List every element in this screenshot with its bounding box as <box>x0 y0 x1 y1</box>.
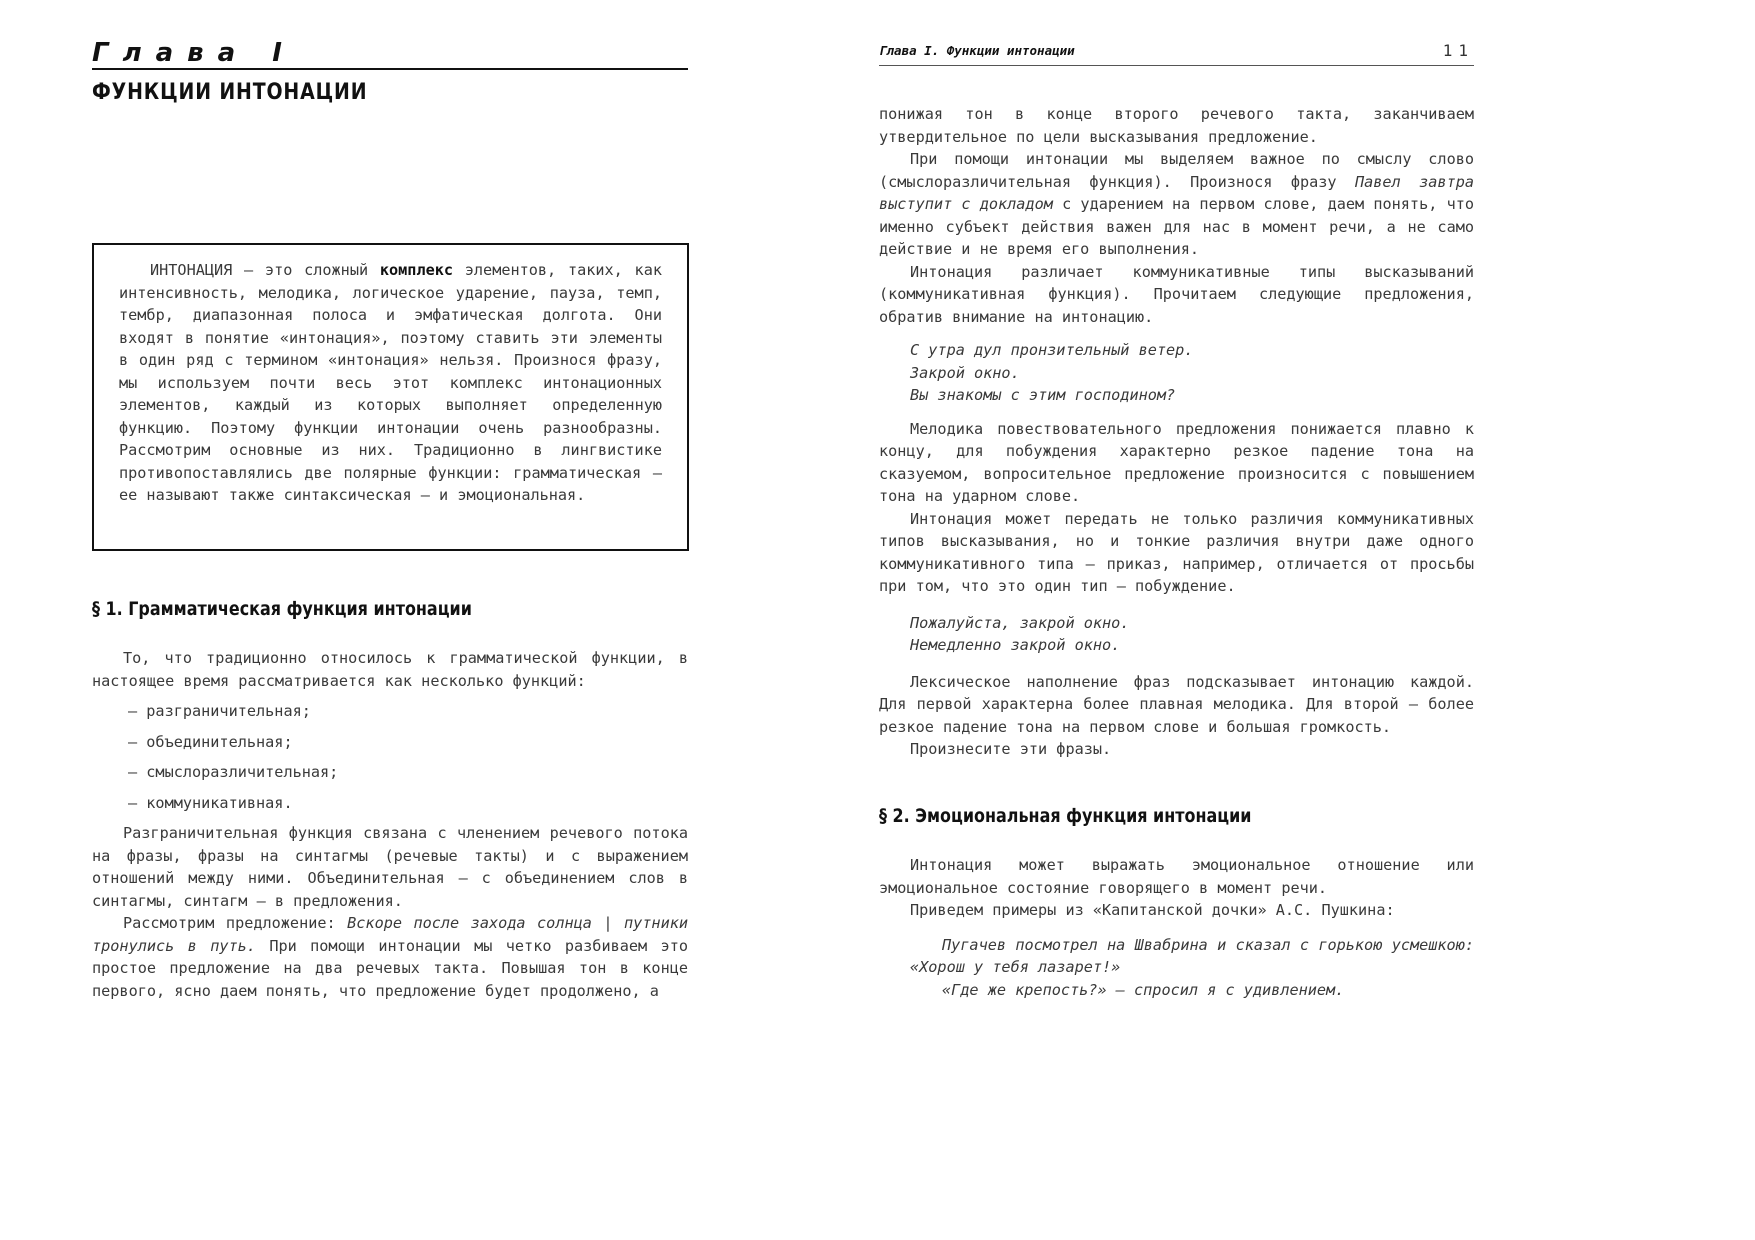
example-line: Закрой окно. <box>910 363 1020 382</box>
example-line: Немедленно закрой окно. <box>910 636 1121 654</box>
definition-body: элементов, таких, как интенсивность, мелодика, логическое ударение, пауза, темп, тембр, диапазонная полоса и эмфатическая долгота. Они входят в понятие «интонация», поэтому ставить эти элементы в один ряд с термином «интонация» нельзя. Произнося фразу, мы используем почти весь этот комплекс интонационных элементов, каждый из которых выполняет определенную функцию. Поэтому функции интонации очень разнообразны. Рассмотрим основные из них. Традиционно в лингвистике противопоставлялись две полярные функции: грамматическая — ее называют также синтаксическая — и эмоциональная. <box>119 261 662 504</box>
paragraph-communicative: Интонация различает коммуникативные типы высказываний (коммуникативная функция). Прочитаем следующие предложения, обратив внимание на интонацию. <box>879 262 1474 326</box>
section1-body <box>92 647 688 1002</box>
paragraph-sense <box>879 148 1474 261</box>
paragraph-subtle: Интонация может передать не только различия коммуникативных типов высказывания, но и тонкие различия внутри даже одного коммуникативного типа — приказ, например, отличается от просьбы при том, что это один тип — побуждение. <box>879 509 1474 595</box>
definition-bold-word: комплекс <box>379 261 454 279</box>
example-line: Вы знакомы с этим господином? <box>910 386 1176 404</box>
chapter-title: ФУНКЦИИ ИНТОНАЦИИ <box>92 80 368 105</box>
right-page <box>879 0 1474 1099</box>
list-item: — объединительная; <box>128 732 293 751</box>
definition-term: ИНТОНАЦИЯ — это сложный <box>150 261 380 279</box>
paragraph-continued: понижая тон в конце второго речевого такта, заканчиваем утвердительное по цели высказывания предложение. <box>879 105 1474 146</box>
example-line: С утра дул пронзительный ветер. <box>910 341 1194 359</box>
sense-lead: При помощи интонации мы выделяем важное по смыслу слово (смыслоразличительная функция). Произнося фразу <box>879 150 1474 191</box>
example-line: Пожалуйста, закрой окно. <box>910 613 1130 632</box>
section1-intro: То, что традиционно относилось к грамматической функции, в настоящее время рассматривается как несколько функций: <box>92 649 688 690</box>
definition-text <box>119 259 662 507</box>
list-item: — смыслоразличительная; <box>128 763 339 781</box>
list-item: — разграничительная; <box>128 702 311 720</box>
paragraph-emotion: Интонация может выражать эмоциональное отношение или эмоциональное состояние говорящего в момент речи. <box>879 856 1474 897</box>
consider-lead: Рассмотрим предложение: <box>123 914 348 932</box>
paragraph-lexical: Лексическое наполнение фраз подсказывает интонацию каждой. Для первой характерна более плавная мелодика. Для второй — более резкое падение тона на первом слове и большая громкость. <box>879 672 1474 736</box>
list-item: — коммуникативная. <box>128 793 293 812</box>
paragraph-consider <box>92 912 688 1002</box>
right-body-bottom <box>879 854 1474 1001</box>
sense-example: Павел завтра выступит с докладом <box>879 172 1474 213</box>
definition-box <box>92 243 689 551</box>
section2-title: § 2. Эмоциональная функция интонации <box>879 805 1252 827</box>
chapter-rule <box>92 68 688 70</box>
paragraph-examples-intro: Приведем примеры из «Капитанской дочки» А.С. Пушкина: <box>910 901 1395 919</box>
page-number: 11 <box>1442 41 1474 60</box>
running-head: Глава I. Функции интонации <box>879 43 1075 58</box>
header-rule <box>879 65 1474 66</box>
paragraph-pronounce: Произнесите эти фразы. <box>910 740 1112 758</box>
section1-title: § 1. Грамматическая функция интонации <box>92 598 472 620</box>
consider-rest: При помощи интонации мы четко разбиваем это простое предложение на два речевых такта. Повышая тон в конце первого, ясно даем понять, что предложение будет продолжено, а <box>92 936 688 1000</box>
consider-example: Вскоре после захода солнца | путники тронулись в путь. <box>92 914 689 955</box>
chapter-label: Глава I <box>92 38 296 68</box>
right-body-top <box>879 103 1474 761</box>
quote-block <box>879 934 1474 1002</box>
quote-line: Пугачев посмотрел на Швабрина и сказал с горькою усмешкою: «Хорош у тебя лазарет!» <box>910 935 1474 976</box>
paragraph-delimit: Разграничительная функция связана с членением речевого потока на фразы, фразы на синтагмы (речевые такты) и с выражением отношений между ними. Объединительная — с объединением слов в синтагмы, синтагм — в предложения. <box>92 824 688 910</box>
paragraph-melody: Мелодика повествовательного предложения понижается плавно к концу, для побуждения характерно резкое падение тона на сказуемом, вопросительное предложение произносится с повышением тона на ударном слове. <box>879 419 1474 505</box>
quote-line: «Где же крепость?» — спросил я с удивлением. <box>942 980 1345 999</box>
left-page <box>92 0 688 1099</box>
sense-rest: с ударением на первом слове, даем понять, что именно субъект действия важен для нас в момент речи, а не само действие и не время его выполнения. <box>879 195 1475 258</box>
